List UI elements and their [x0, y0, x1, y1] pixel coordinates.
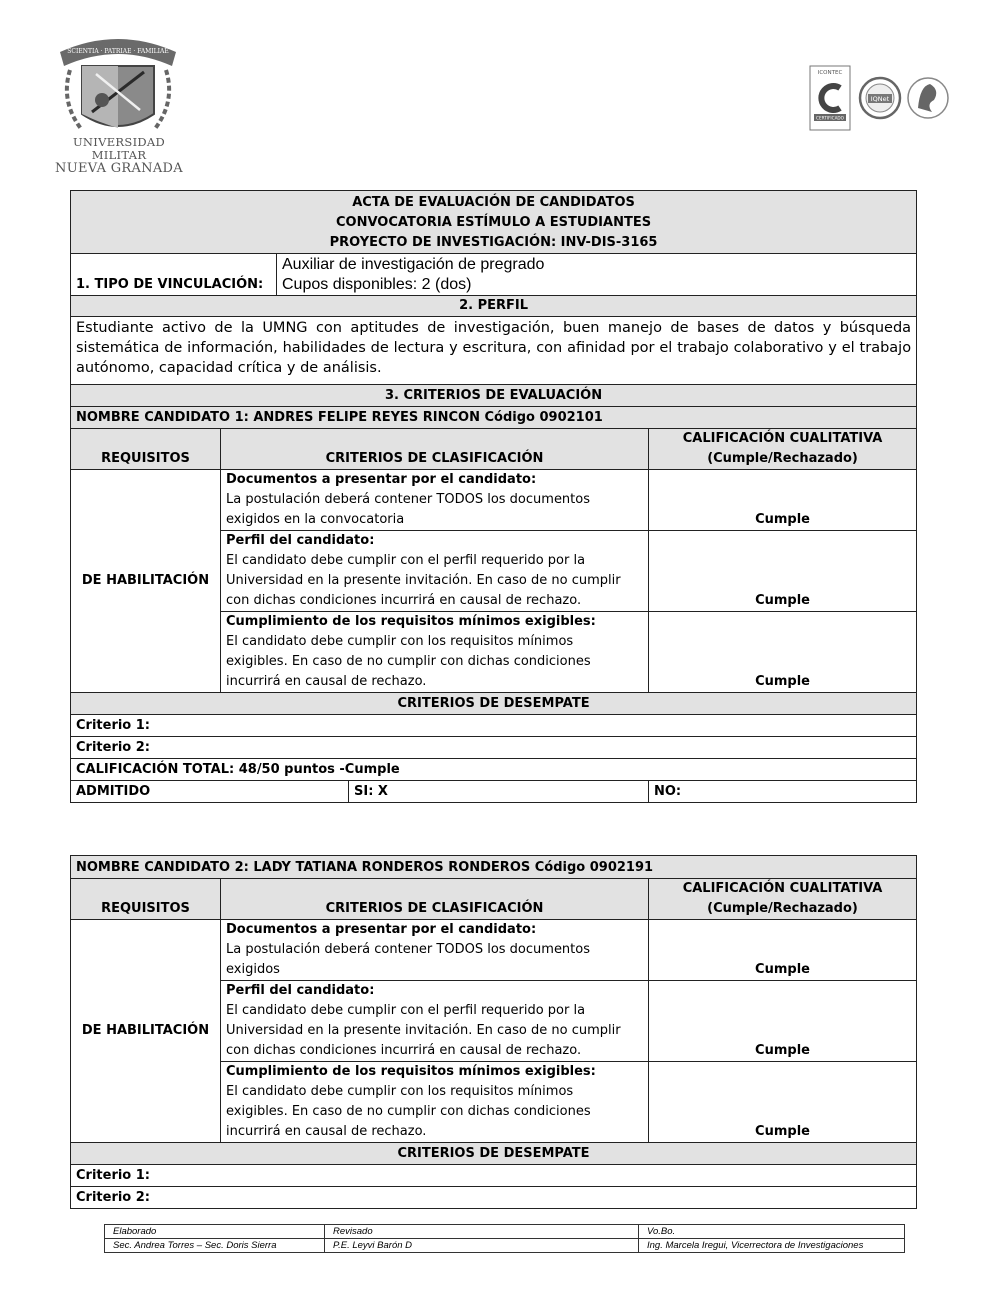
- criterion-result: Cumple: [649, 981, 917, 1062]
- criterion-line: incurrirá en causal de rechazo.: [226, 674, 427, 689]
- calificacion-header: [649, 429, 917, 470]
- criterion-requisitos-minimos: [221, 1062, 649, 1143]
- title-line-3: PROYECTO DE INVESTIGACIÓN: INV-DIS-3165: [329, 235, 658, 250]
- vinculacion-label: 1. TIPO DE VINCULACIÓN:: [71, 254, 277, 296]
- perfil-text: Estudiante activo de la UMNG con aptitudes de investigación, buen manejo de bases de datos y búsqueda sistemática de información, habilidades de lectura y escritura, con afinidad por el trabajo colaborativo y el trabajo autónomo, capacidad crítica y de análisis.: [71, 317, 917, 385]
- criterion-line: incurrirá en causal de rechazo.: [226, 1124, 427, 1139]
- elaborado-name: Sec. Andrea Torres – Sec. Doris Sierra: [105, 1239, 325, 1253]
- vobo-label: Vo.Bo.: [639, 1225, 905, 1239]
- criterion-title: Cumplimiento de los requisitos mínimos exigibles:: [226, 614, 596, 629]
- evaluation-table-1: [70, 190, 917, 803]
- criterio-1-row: Criterio 1:: [71, 1165, 917, 1187]
- icontec-label: ICONTEC: [817, 70, 843, 76]
- criterion-result: Cumple: [649, 470, 917, 531]
- title-line-1: ACTA DE EVALUACIÓN DE CANDIDATOS: [352, 195, 635, 210]
- title-line-2: CONVOCATORIA ESTÍMULO A ESTUDIANTES: [336, 215, 652, 230]
- evaluation-table-2: [70, 855, 917, 1209]
- iqnet-label: IQNet: [870, 95, 890, 103]
- criterios-header: CRITERIOS DE CLASIFICACIÓN: [221, 429, 649, 470]
- logo-line-2: NUEVA GRANADA: [55, 161, 183, 176]
- criterios-heading: 3. CRITERIOS DE EVALUACIÓN: [71, 385, 917, 407]
- criterion-line: El candidato debe cumplir con el perfil requerido por la: [226, 1003, 586, 1018]
- revisado-label: Revisado: [325, 1225, 639, 1239]
- habilitacion-label: DE HABILITACIÓN: [71, 470, 221, 693]
- certification-logos: [808, 64, 954, 134]
- criterio-1-row: Criterio 1:: [71, 715, 917, 737]
- criterion-title: Perfil del candidato:: [226, 983, 375, 998]
- criterion-line: El candidato debe cumplir con los requisitos mínimos: [226, 1084, 574, 1099]
- criterion-title: Documentos a presentar por el candidato:: [226, 472, 537, 487]
- criterion-documentos: [221, 470, 649, 531]
- calificacion-header-line-1: CALIFICACIÓN CUALITATIVA: [682, 881, 883, 896]
- criterion-result: Cumple: [649, 920, 917, 981]
- calificacion-header: [649, 879, 917, 920]
- vinculacion-type: Auxiliar de investigación de pregrado: [282, 255, 545, 273]
- criterion-result: Cumple: [649, 612, 917, 693]
- criterion-result: Cumple: [649, 1062, 917, 1143]
- certificado-label: CERTIFICADO: [816, 115, 844, 121]
- criterion-requisitos-minimos: [221, 612, 649, 693]
- logo-line-1: UNIVERSIDAD MILITAR: [72, 135, 166, 162]
- criterion-perfil: [221, 531, 649, 612]
- criterion-line: exigibles. En caso de no cumplir con dichas condiciones: [226, 654, 591, 669]
- criterion-title: Documentos a presentar por el candidato:: [226, 922, 537, 937]
- criterion-line: exigibles. En caso de no cumplir con dichas condiciones: [226, 1104, 591, 1119]
- criterion-documentos: [221, 920, 649, 981]
- criterion-line: Universidad en la presente invitación. En caso de no cumplir: [226, 573, 621, 588]
- criterion-line: El candidato debe cumplir con los requisitos mínimos: [226, 634, 574, 649]
- criterios-header: CRITERIOS DE CLASIFICACIÓN: [221, 879, 649, 920]
- criterion-perfil: [221, 981, 649, 1062]
- admitido-si: SI: X: [349, 781, 649, 803]
- calificacion-header-line-1: CALIFICACIÓN CUALITATIVA: [682, 431, 883, 446]
- vobo-name: Ing. Marcela Iregui, Vicerrectora de Investigaciones: [639, 1239, 905, 1253]
- criterion-title: Cumplimiento de los requisitos mínimos exigibles:: [226, 1064, 596, 1079]
- criterion-title: Perfil del candidato:: [226, 533, 375, 548]
- criterio-2-row: Criterio 2:: [71, 1187, 917, 1209]
- logo-wordmark: [54, 136, 184, 175]
- habilitacion-label: DE HABILITACIÓN: [71, 920, 221, 1143]
- requisitos-header: REQUISITOS: [71, 429, 221, 470]
- criterion-result: Cumple: [649, 531, 917, 612]
- admitido-label: ADMITIDO: [71, 781, 349, 803]
- calificacion-header-line-2: (Cumple/Rechazado): [707, 451, 858, 466]
- calificacion-header-line-2: (Cumple/Rechazado): [707, 901, 858, 916]
- desempate-heading: CRITERIOS DE DESEMPATE: [71, 1143, 917, 1165]
- calificacion-total: CALIFICACIÓN TOTAL: 48/50 puntos -Cumple: [71, 759, 917, 781]
- elaborado-label: Elaborado: [105, 1225, 325, 1239]
- candidate-1-name: NOMBRE CANDIDATO 1: ANDRES FELIPE REYES RINCON Código 0902101: [71, 407, 917, 429]
- criterion-line: La postulación deberá contener TODOS los documentos: [226, 942, 590, 957]
- criterion-line: exigidos: [226, 962, 280, 977]
- criterion-line: con dichas condiciones incurrirá en causal de rechazo.: [226, 1043, 582, 1058]
- admitido-no: NO:: [649, 781, 917, 803]
- criterion-line: La postulación deberá contener TODOS los documentos: [226, 492, 590, 507]
- requisitos-header: REQUISITOS: [71, 879, 221, 920]
- candidate-2-name: NOMBRE CANDIDATO 2: LADY TATIANA RONDEROS RONDEROS Código 0902191: [71, 856, 917, 879]
- desempate-heading: CRITERIOS DE DESEMPATE: [71, 693, 917, 715]
- cupos-disponibles: Cupos disponibles: 2 (dos): [282, 275, 472, 293]
- logo-motto: SCIENTIA · PATRIAE · FAMILIAE: [67, 48, 169, 55]
- criterion-line: con dichas condiciones incurrirá en causal de rechazo.: [226, 593, 582, 608]
- perfil-heading: 2. PERFIL: [71, 296, 917, 317]
- vinculacion-value: [277, 254, 917, 296]
- revisado-name: P.E. Leyvi Barón D: [325, 1239, 639, 1253]
- document-title: [71, 191, 917, 254]
- criterion-line: El candidato debe cumplir con el perfil requerido por la: [226, 553, 586, 568]
- criterion-line: exigidos en la convocatoria: [226, 512, 405, 527]
- criterio-2-row: Criterio 2:: [71, 737, 917, 759]
- criterion-line: Universidad en la presente invitación. En caso de no cumplir: [226, 1023, 621, 1038]
- approval-footer: [104, 1224, 905, 1253]
